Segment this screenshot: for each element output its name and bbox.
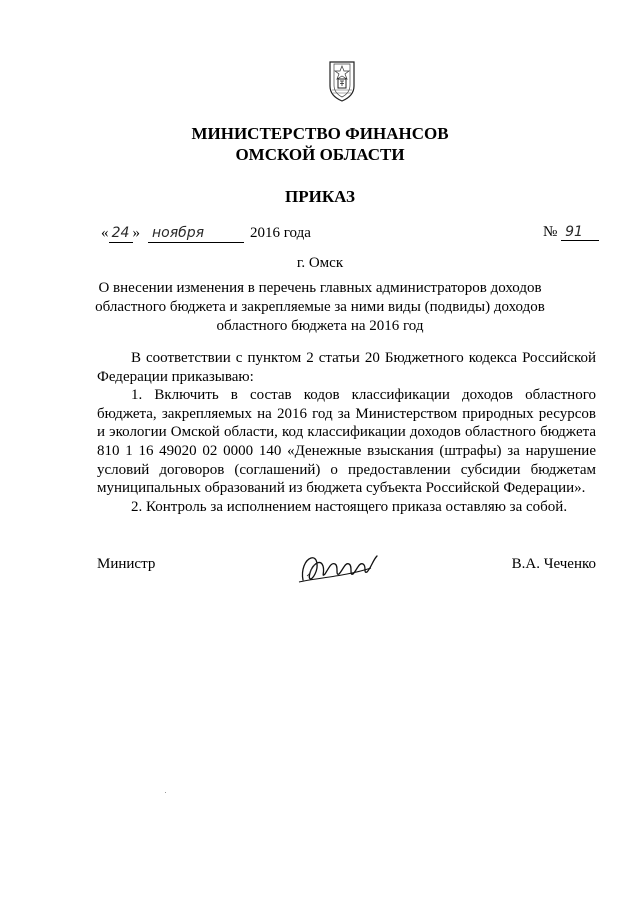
subject-line: областного бюджета и закрепляемые за ними виды (подвиды) доходов: [95, 299, 545, 315]
subject-line: О внесении изменения в перечень главных администраторов доходов: [98, 280, 542, 296]
item-2-paragraph: 2. Контроль за исполнением настоящего приказа оставляю за собой.: [131, 498, 568, 515]
signatory-title: Министр: [97, 556, 156, 572]
document-type-title: ПРИКАЗ: [285, 187, 355, 206]
subject-line: областного бюджета на 2016 год: [216, 318, 424, 334]
date-year: 2016 года: [250, 225, 311, 241]
ministry-name-line2: ОМСКОЙ ОБЛАСТИ: [235, 145, 405, 164]
document-date: [101, 224, 311, 243]
omsk-coat-of-arms-icon: [327, 60, 357, 102]
number-prefix: №: [543, 224, 558, 240]
document-subject: [90, 279, 550, 336]
preamble-paragraph: В соответствии с пунктом 2 статьи 20 Бюджетного кодекса Российской Федерации приказываю:: [97, 350, 596, 385]
document-number: [543, 224, 599, 241]
quote-open: «: [101, 225, 109, 241]
date-day: 24: [109, 224, 133, 243]
ministry-name-line1: МИНИСТЕРСТВО ФИНАНСОВ: [191, 124, 449, 143]
signatory-name: В.А. Чеченко: [511, 556, 596, 572]
number-value: 91: [561, 224, 599, 241]
city: г. Омск: [296, 255, 344, 271]
scan-speck: [165, 792, 166, 793]
handwritten-signature: [297, 552, 379, 586]
item-1-paragraph: 1. Включить в состав кодов классификации доходов областного бюджета, закрепляемых на 2016 год за Министерством природных ресурсов и экологии Омской области, код классификации доходов областного бюджета 810 1 16 49020 02 0000 140 «Денежные взыскания (штрафы) за нарушение условий договоров (соглашений) о предоставлении субсидии бюджетам муниципальных образований из бюджета субъекта Российской Федерации».: [97, 387, 596, 497]
signature-block: [97, 552, 596, 592]
document-body: [97, 349, 596, 516]
quote-close: »: [132, 225, 140, 241]
date-month: ноября: [148, 224, 244, 243]
